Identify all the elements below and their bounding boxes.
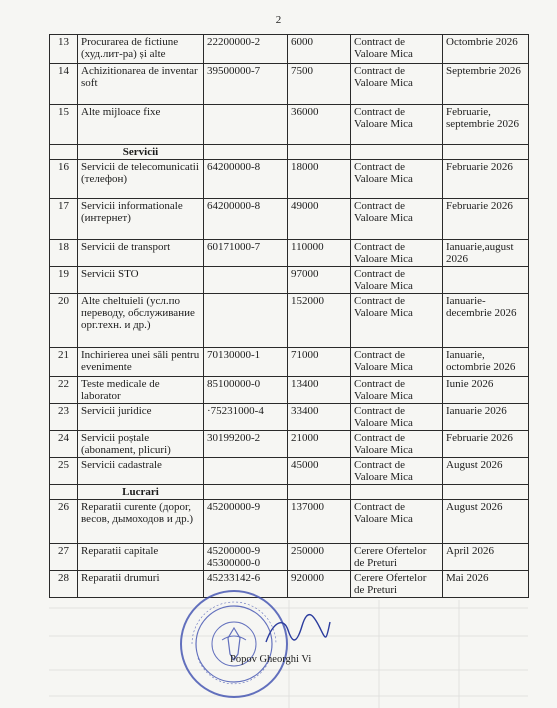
table-row — [50, 500, 529, 544]
estimated-value: 6000 — [288, 35, 351, 64]
section-title-servicii: Servicii — [78, 145, 204, 160]
procurement-term: Februarie 2026 — [443, 199, 529, 240]
table-row — [50, 64, 529, 105]
estimated-value: 97000 — [288, 267, 351, 294]
table-row — [50, 294, 529, 348]
procedure-type: Contract de Valoare Mica — [351, 377, 443, 404]
item-name: Servicii informationale (интернет) — [78, 199, 204, 240]
estimated-value: 49000 — [288, 199, 351, 240]
section-spacer — [50, 485, 78, 500]
procurement-term: Iunie 2026 — [443, 377, 529, 404]
cpv-code: 45200000-9 — [204, 500, 288, 544]
procurement-term: Septembrie 2026 — [443, 64, 529, 105]
section-spacer — [204, 145, 288, 160]
procedure-type: Contract de Valoare Mica — [351, 105, 443, 145]
estimated-value: 33400 — [288, 404, 351, 431]
row-number: 13 — [50, 35, 78, 64]
procurement-term: Octombrie 2026 — [443, 35, 529, 64]
table-row — [50, 431, 529, 458]
procedure-type: Contract de Valoare Mica — [351, 431, 443, 458]
estimated-value: 152000 — [288, 294, 351, 348]
row-number: 14 — [50, 64, 78, 105]
estimated-value: 36000 — [288, 105, 351, 145]
item-name: Servicii de telecomunicatii (телефон) — [78, 160, 204, 199]
section-spacer — [443, 485, 529, 500]
section-spacer — [288, 485, 351, 500]
procurement-term: August 2026 — [443, 458, 529, 485]
row-number: 24 — [50, 431, 78, 458]
item-name: Servicii de transport — [78, 240, 204, 267]
table-row — [50, 240, 529, 267]
procedure-type: Contract de Valoare Mica — [351, 348, 443, 377]
section-spacer — [50, 145, 78, 160]
section-spacer — [351, 145, 443, 160]
estimated-value: 18000 — [288, 160, 351, 199]
table-row — [50, 377, 529, 404]
item-name: Servicii cadastrale — [78, 458, 204, 485]
table-row — [50, 160, 529, 199]
section-spacer — [204, 485, 288, 500]
row-number: 19 — [50, 267, 78, 294]
cpv-code: 45200000-9 45300000-0 — [204, 544, 288, 571]
cpv-code: 60171000-7 — [204, 240, 288, 267]
procurement-term: Februarie 2026 — [443, 431, 529, 458]
section-spacer — [288, 145, 351, 160]
cpv-code: ·75231000-4 — [204, 404, 288, 431]
table-row — [50, 458, 529, 485]
cpv-code: 39500000-7 — [204, 64, 288, 105]
estimated-value: 250000 — [288, 544, 351, 571]
item-name: Servicii juridice — [78, 404, 204, 431]
procurement-table — [49, 34, 529, 598]
section-spacer — [351, 485, 443, 500]
row-number: 23 — [50, 404, 78, 431]
row-number: 22 — [50, 377, 78, 404]
section-title-lucrari: Lucrari — [78, 485, 204, 500]
row-number: 15 — [50, 105, 78, 145]
procedure-type: Cerere Ofertelor de Preturi — [351, 571, 443, 598]
cpv-code: 30199200-2 — [204, 431, 288, 458]
cpv-code — [204, 458, 288, 485]
row-number: 21 — [50, 348, 78, 377]
table-row — [50, 267, 529, 294]
procedure-type: Contract de Valoare Mica — [351, 404, 443, 431]
page-number: 2 — [275, 14, 282, 26]
procedure-type: Contract de Valoare Mica — [351, 458, 443, 485]
cpv-code: 85100000-0 — [204, 377, 288, 404]
estimated-value: 21000 — [288, 431, 351, 458]
procurement-term: Mai 2026 — [443, 571, 529, 598]
procurement-term: Ianuarie 2026 — [443, 404, 529, 431]
procedure-type: Cerere Ofertelor de Preturi — [351, 544, 443, 571]
signature-scribble — [262, 612, 332, 652]
row-number: 20 — [50, 294, 78, 348]
item-name: Reparatii drumuri — [78, 571, 204, 598]
table-row — [50, 348, 529, 377]
procurement-term: Ianuarie-decembrie 2026 — [443, 294, 529, 348]
estimated-value: 71000 — [288, 348, 351, 377]
estimated-value: 7500 — [288, 64, 351, 105]
table-row — [50, 544, 529, 571]
estimated-value: 110000 — [288, 240, 351, 267]
procurement-term: April 2026 — [443, 544, 529, 571]
cpv-code — [204, 294, 288, 348]
procedure-type: Contract de Valoare Mica — [351, 35, 443, 64]
section-spacer — [443, 145, 529, 160]
row-number: 26 — [50, 500, 78, 544]
row-number: 28 — [50, 571, 78, 598]
procurement-term: Ianuarie,august 2026 — [443, 240, 529, 267]
section-row — [50, 485, 529, 500]
procurement-term: August 2026 — [443, 500, 529, 544]
signature-name: Popov Gheorghi Vi — [230, 654, 312, 665]
cpv-code: 45233142-6 — [204, 571, 288, 598]
procedure-type: Contract de Valoare Mica — [351, 160, 443, 199]
row-number: 27 — [50, 544, 78, 571]
procedure-type: Contract de Valoare Mica — [351, 240, 443, 267]
section-row — [50, 145, 529, 160]
cpv-code — [204, 105, 288, 145]
item-name: Alte mijloace fixe — [78, 105, 204, 145]
procedure-type: Contract de Valoare Mica — [351, 500, 443, 544]
table-row — [50, 404, 529, 431]
estimated-value: 137000 — [288, 500, 351, 544]
procurement-term — [443, 267, 529, 294]
item-name: Inchirierea unei săli pentru evenimente — [78, 348, 204, 377]
cpv-code — [204, 267, 288, 294]
table-row — [50, 199, 529, 240]
procurement-term: Februarie, septembrie 2026 — [443, 105, 529, 145]
row-number: 25 — [50, 458, 78, 485]
cpv-code: 64200000-8 — [204, 160, 288, 199]
item-name: Reparatii curente (дорог, весов, дымоходов и др.) — [78, 500, 204, 544]
estimated-value: 920000 — [288, 571, 351, 598]
procurement-term: Februarie 2026 — [443, 160, 529, 199]
estimated-value: 13400 — [288, 377, 351, 404]
item-name: Servicii STO — [78, 267, 204, 294]
item-name: Reparatii capitale — [78, 544, 204, 571]
table-row — [50, 105, 529, 145]
row-number: 16 — [50, 160, 78, 199]
cpv-code: 22200000-2 — [204, 35, 288, 64]
procedure-type: Contract de Valoare Mica — [351, 294, 443, 348]
item-name: Achizitionarea de inventar soft — [78, 64, 204, 105]
table-row — [50, 35, 529, 64]
row-number: 18 — [50, 240, 78, 267]
item-name: Procurarea de fictiune (худ.лит-ра) și alte — [78, 35, 204, 64]
row-number: 17 — [50, 199, 78, 240]
item-name: Servicii poștale (abonament, plicuri) — [78, 431, 204, 458]
item-name: Teste medicale de laborator — [78, 377, 204, 404]
cpv-code: 64200000-8 — [204, 199, 288, 240]
item-name: Alte cheltuieli (усл.по переводу, обслуживание орг.техн. и др.) — [78, 294, 204, 348]
estimated-value: 45000 — [288, 458, 351, 485]
procurement-term: Ianuarie, octombrie 2026 — [443, 348, 529, 377]
cpv-code: 70130000-1 — [204, 348, 288, 377]
procedure-type: Contract de Valoare Mica — [351, 267, 443, 294]
procedure-type: Contract de Valoare Mica — [351, 199, 443, 240]
procedure-type: Contract de Valoare Mica — [351, 64, 443, 105]
